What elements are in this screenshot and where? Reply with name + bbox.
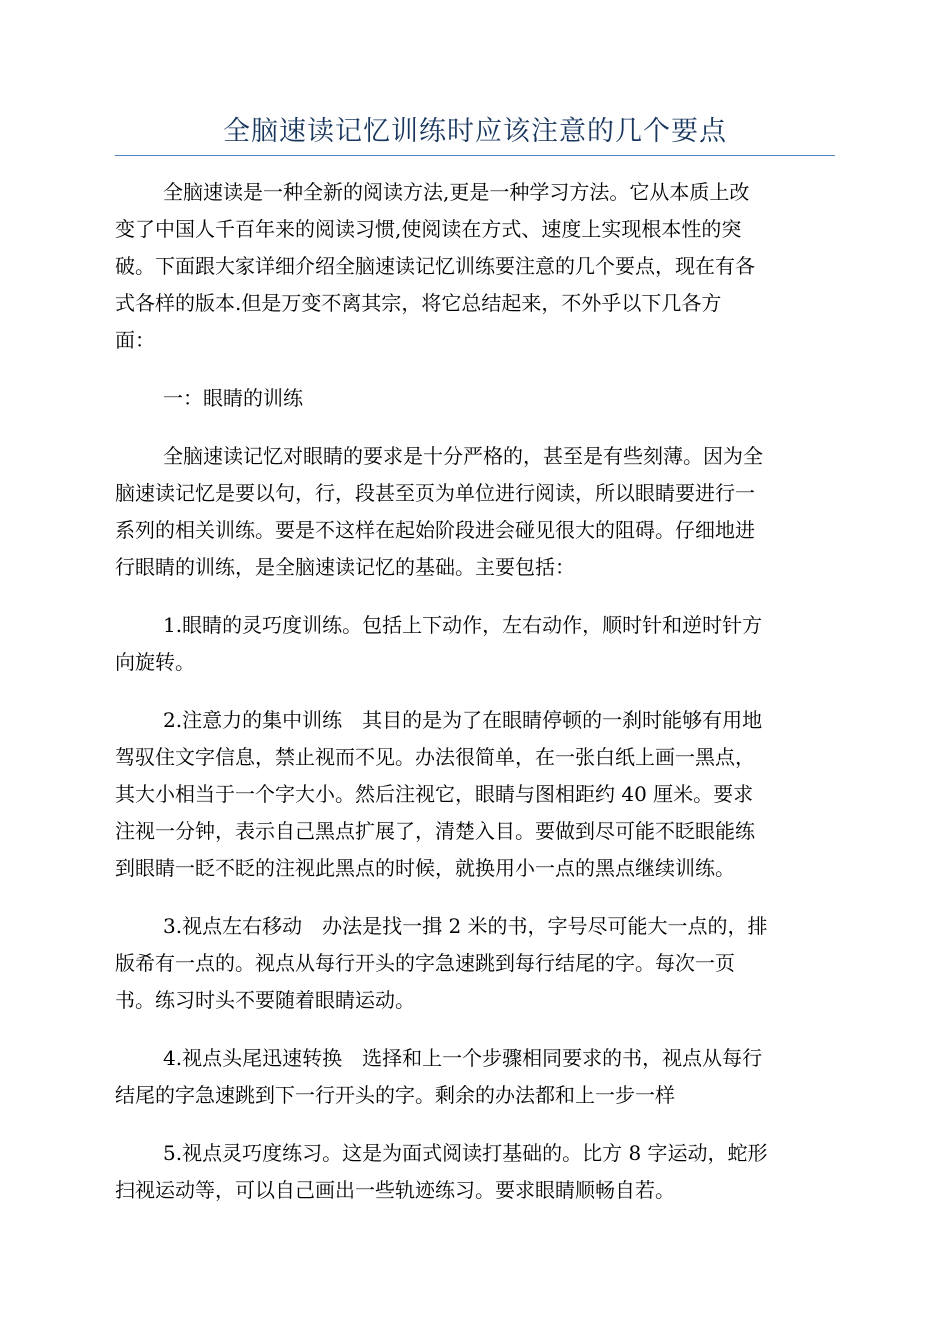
text-line: 全脑速读记忆对眼睛的要求是十分严格的，甚至是有些刻薄。因为全 (163, 444, 763, 468)
text-line: 扫视运动等，可以自己画出一些轨迹练习。要求眼睛顺畅自若。 (115, 1178, 675, 1202)
text-line: 2.注意力的集中训练 其目的是为了在眼睛停顿的一刹时能够有用地 (163, 708, 763, 732)
text-line: 破。下面跟大家详细介绍全脑速读记忆训练要注意的几个要点，现在有各 (115, 254, 755, 278)
paragraph-intro (115, 174, 837, 359)
text-line: 到眼睛一眨不眨的注视此黑点的时候，就换用小一点的黑点继续训练。 (115, 856, 735, 880)
text-line: 面： (115, 328, 155, 352)
text-line: 结尾的字急速跳到下一行开头的字。剩余的办法都和上一步一样 (115, 1083, 675, 1107)
text-line: 版希有一点的。视点从每行开头的字急速跳到每行结尾的字。每次一页 (115, 951, 735, 975)
text-line: 注视一分钟，表示自己黑点扩展了，清楚入目。要做到尽可能不眨眼能练 (115, 819, 755, 843)
text-line: 全脑速读是一种全新的阅读方法,更是一种学习方法。它从本质上改 (163, 180, 750, 204)
title-underline (115, 155, 835, 156)
text-line: 向旋转。 (115, 650, 195, 674)
text-line: 式各样的版本.但是万变不离其宗，将它总结起来，不外乎以下几各方 (115, 291, 722, 315)
document-body (115, 174, 837, 1230)
list-item-5 (115, 1135, 837, 1209)
text-line: 变了中国人千百年来的阅读习惯,使阅读在方式、速度上实现根本性的突 (115, 217, 742, 241)
text-line: 其大小相当于一个字大小。然后注视它，眼睛与图相距约 40 厘米。要求 (115, 782, 754, 806)
text-line: 驾驭住文字信息，禁止视而不见。办法很简单，在一张白纸上画一黑点， (115, 745, 755, 769)
list-item-4 (115, 1040, 837, 1114)
paragraph-eye-requirements (115, 438, 837, 586)
text-line: 系列的相关训练。要是不这样在起始阶段进会碰见很大的阻碍。仔细地进 (115, 518, 755, 542)
document-title: 全脑速读记忆训练时应该注意的几个要点 (223, 116, 727, 147)
list-item-2 (115, 702, 837, 887)
list-item-1 (115, 607, 837, 681)
list-item-3 (115, 908, 837, 1019)
section-heading-eye-training (115, 380, 837, 417)
section-heading: 一：眼睛的训练 (163, 386, 303, 410)
text-line: 行眼睛的训练，是全脑速读记忆的基础。主要包括： (115, 555, 575, 579)
text-line: 书。练习时头不要随着眼睛运动。 (115, 988, 415, 1012)
text-line: 脑速读记忆是要以句，行，段甚至页为单位进行阅读，所以眼睛要进行一 (115, 481, 755, 505)
text-line: 5.视点灵巧度练习。这是为面式阅读打基础的。比方 8 字运动，蛇形 (163, 1141, 768, 1165)
text-line: 4.视点头尾迅速转换 选择和上一个步骤相同要求的书，视点从每行 (163, 1046, 763, 1070)
text-line: 3.视点左右移动 办法是找一揖 2 米的书，字号尽可能大一点的，排 (163, 914, 768, 938)
text-line: 1.眼睛的灵巧度训练。包括上下动作，左右动作，顺时针和逆时针方 (163, 613, 763, 637)
